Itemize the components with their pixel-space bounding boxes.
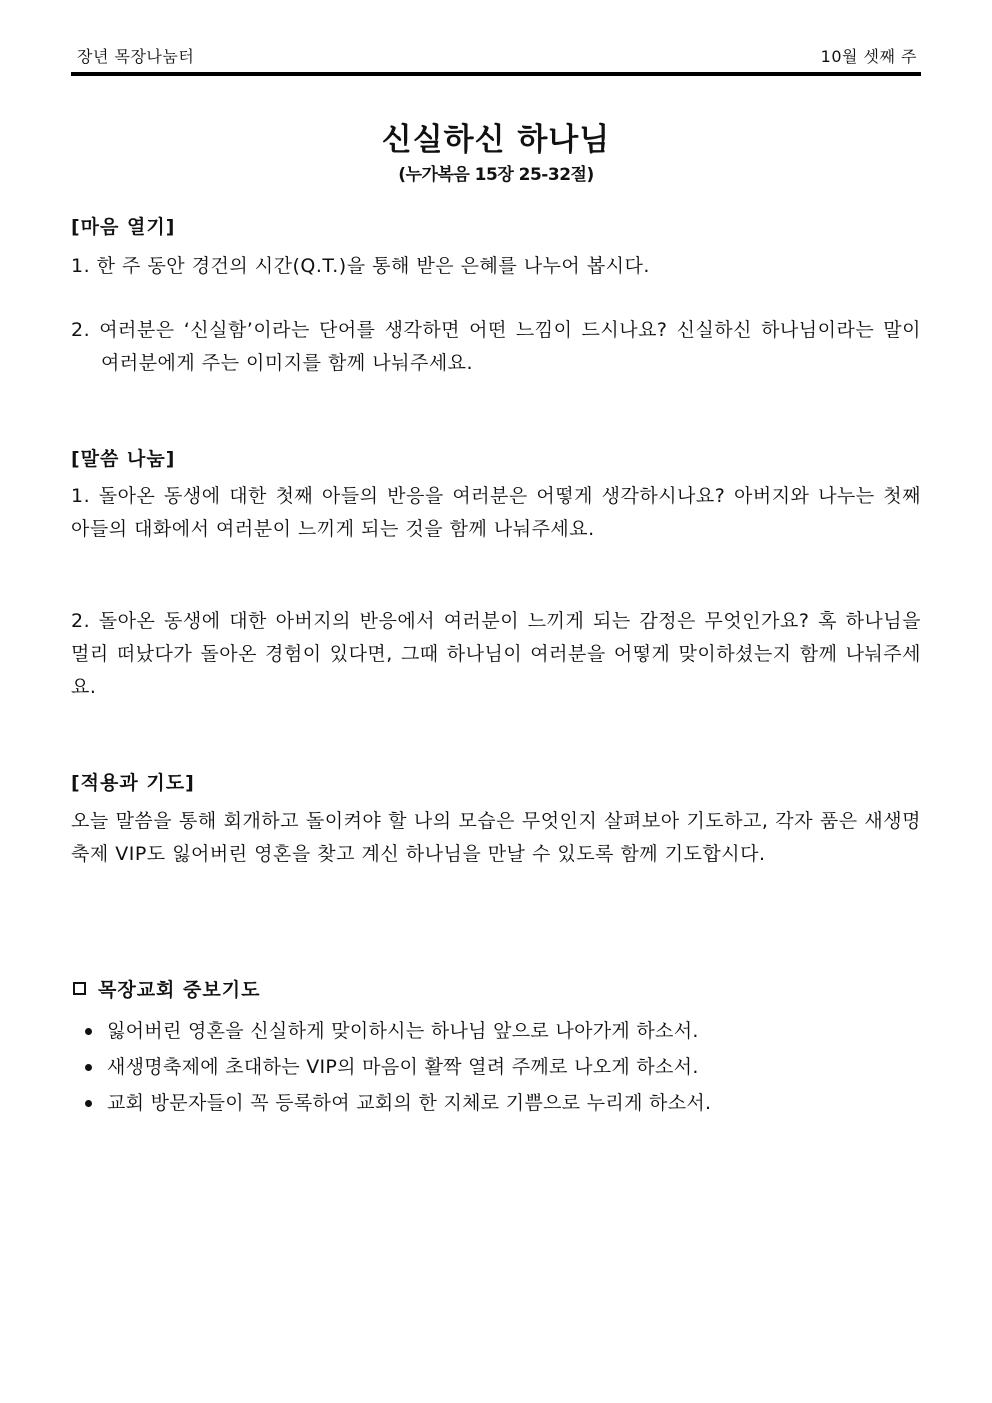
open-question-1: 1. 한 주 동안 경건의 시간(Q.T.)을 통해 받은 은혜를 나누어 봅시다. [71, 255, 650, 277]
scripture-reference: (누가복음 15장 25-32절) [398, 165, 594, 185]
page-title: 신실하신 하나님 [381, 122, 611, 158]
bullet-icon [85, 1064, 92, 1071]
header-group-name: 장년 목장나눔터 [77, 47, 195, 66]
prayer-item-text: 새생명축제에 초대하는 VIP의 마음이 활짝 열려 주께로 나오게 하소서. [107, 1056, 699, 1078]
header-divider [71, 72, 921, 76]
prayer-heading [73, 975, 260, 1002]
list-item [85, 1049, 915, 1085]
header-week: 10월 셋째 주 [820, 47, 917, 66]
document-page [71, 0, 921, 1403]
prayer-list [85, 1013, 915, 1121]
section-heading-apply: [적용과 기도] [71, 772, 195, 794]
prayer-item-text: 잃어버린 영혼을 신실하게 맞이하시는 하나님 앞으로 나아가게 하소서. [107, 1020, 699, 1042]
section-heading-word: [말씀 나눔] [71, 448, 176, 470]
page-header [71, 44, 921, 68]
word-question-1: 1. 돌아온 동생에 대한 첫째 아들의 반응을 여러분은 어떻게 생각하시나요? 아버지와 나누는 첫째 아들의 대화에서 여러분이 느끼게 되는 것을 함께 나눠주세요. [71, 485, 921, 540]
apply-text: 오늘 말씀을 통해 회개하고 돌이켜야 할 나의 모습은 무엇인지 살펴보아 기도하고, 각자 품은 새생명축제 VIP도 잃어버린 영혼을 찾고 계신 하나님을 만날 수 있도록 함께 기도합시다. [71, 810, 921, 865]
prayer-heading-label: 목장교회 중보기도 [98, 979, 261, 1001]
list-item [85, 1013, 915, 1049]
section-heading-open: [마음 열기] [71, 216, 176, 238]
bullet-icon [85, 1028, 92, 1035]
bullet-icon [85, 1100, 92, 1107]
checkbox-icon [73, 982, 86, 995]
open-question-2: 2. 여러분은 ‘신실함’이라는 단어를 생각하면 어떤 느낌이 드시나요? 신실하신 하나님이라는 말이 여러분에게 주는 이미지를 함께 나눠주세요. [71, 319, 921, 374]
list-item [85, 1085, 915, 1121]
word-question-2: 2. 돌아온 동생에 대한 아버지의 반응에서 여러분이 느끼게 되는 감정은 무엇인가요? 혹 하나님을 멀리 떠났다가 돌아온 경험이 있다면, 그때 하나님이 여러분을 어떻게 맞이하셨는지 함께 나눠주세요. [71, 610, 921, 698]
prayer-item-text: 교회 방문자들이 꼭 등록하여 교회의 한 지체로 기쁨으로 누리게 하소서. [107, 1092, 712, 1114]
